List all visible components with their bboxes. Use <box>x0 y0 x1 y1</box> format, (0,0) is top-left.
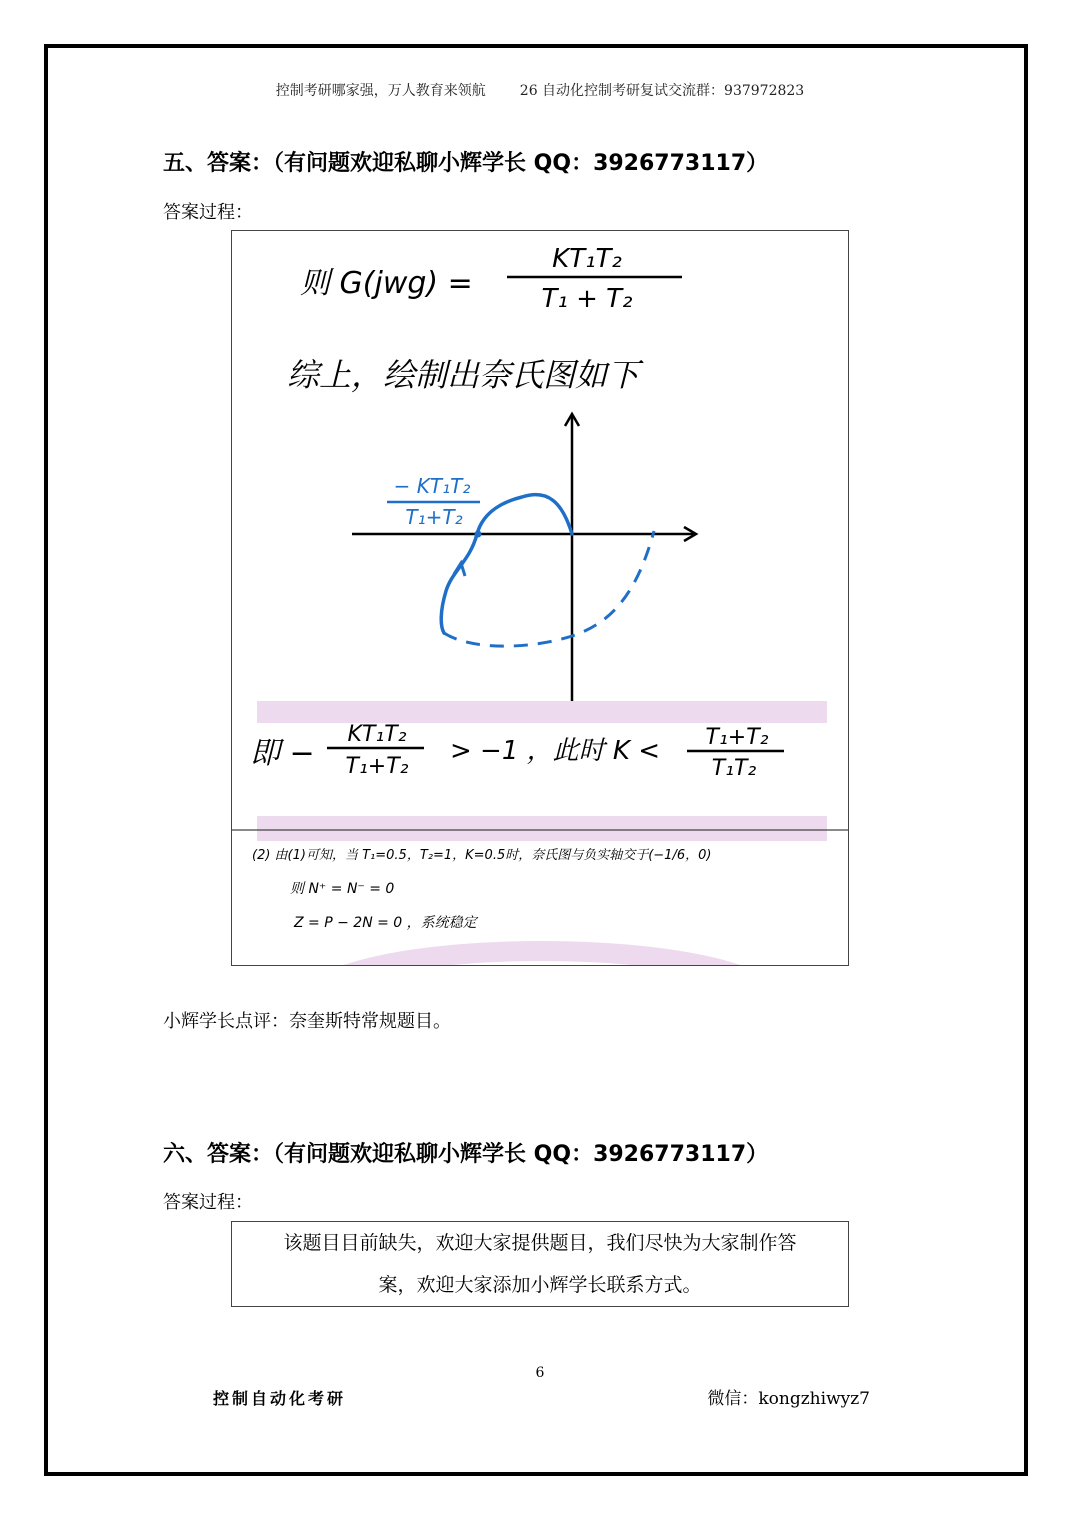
line1-frac-den: T₁ + T₂ <box>541 284 633 314</box>
section6-process-label: 答案过程： <box>163 1192 253 1213</box>
cond-frac-den: T₁+T₂ <box>345 754 409 779</box>
header-left-text: 控制考研哪家强，万人教育来领航 <box>275 83 486 99</box>
line2-text: 综上，绘制出奈氏图如下 <box>287 356 640 394</box>
cond-mid: > −1 ，此时 K < <box>450 736 661 766</box>
cond-frac2-num: T₁+T₂ <box>705 725 769 750</box>
footer-right: 微信：kongzhiwyz7 <box>707 1389 870 1409</box>
part2-line2: 则 N⁺ = N⁻ = 0 <box>290 881 395 897</box>
footer-left: 控制自动化考研 <box>213 1389 347 1408</box>
cond-frac-num: KT₁T₂ <box>347 722 407 747</box>
header-right-text: 26 自动化控制考研复试交流群：937972823 <box>519 83 805 99</box>
cond-prefix: 即 − <box>250 736 315 771</box>
part2-line3: Z = P − 2N = 0 ，系统稳定 <box>294 915 477 931</box>
curve-label-num: − KT₁T₂ <box>393 474 471 498</box>
section6-title: 六、答案：（有问题欢迎私聊小辉学长 QQ：3926773117） <box>163 1142 769 1167</box>
review-comment: 小辉学长点评：奈奎斯特常规题目。 <box>163 1011 451 1032</box>
crossing-point <box>475 531 482 538</box>
handwritten-solution <box>232 231 849 966</box>
missing-line2: 案，欢迎大家添加小辉学长联系方式。 <box>378 1274 702 1296</box>
section5-process-label: 答案过程： <box>163 202 253 223</box>
missing-answer-box <box>231 1221 849 1307</box>
part2-line1: (2) 由(1)可知，当 T₁=0.5，T₂=1，K=0.5时，奈氏图与负实轴交于(−1/6，0) <box>252 848 712 863</box>
nyquist-dashed-closure <box>444 531 654 646</box>
cond-frac2-den: T₁T₂ <box>711 756 757 781</box>
curve-label-den: T₁+T₂ <box>405 505 463 529</box>
line1-frac-num: KT₁T₂ <box>552 244 622 274</box>
page-header <box>0 80 1080 100</box>
missing-line1: 该题目目前缺失，欢迎大家提供题目，我们尽快为大家制作答 <box>283 1232 797 1254</box>
answer-image-box <box>231 230 849 966</box>
page-number: 6 <box>535 1365 545 1381</box>
section5-title: 五、答案：（有问题欢迎私聊小辉学长 QQ：3926773117） <box>163 151 769 176</box>
line1-prefix: 则 G(jwg) = <box>300 266 473 301</box>
